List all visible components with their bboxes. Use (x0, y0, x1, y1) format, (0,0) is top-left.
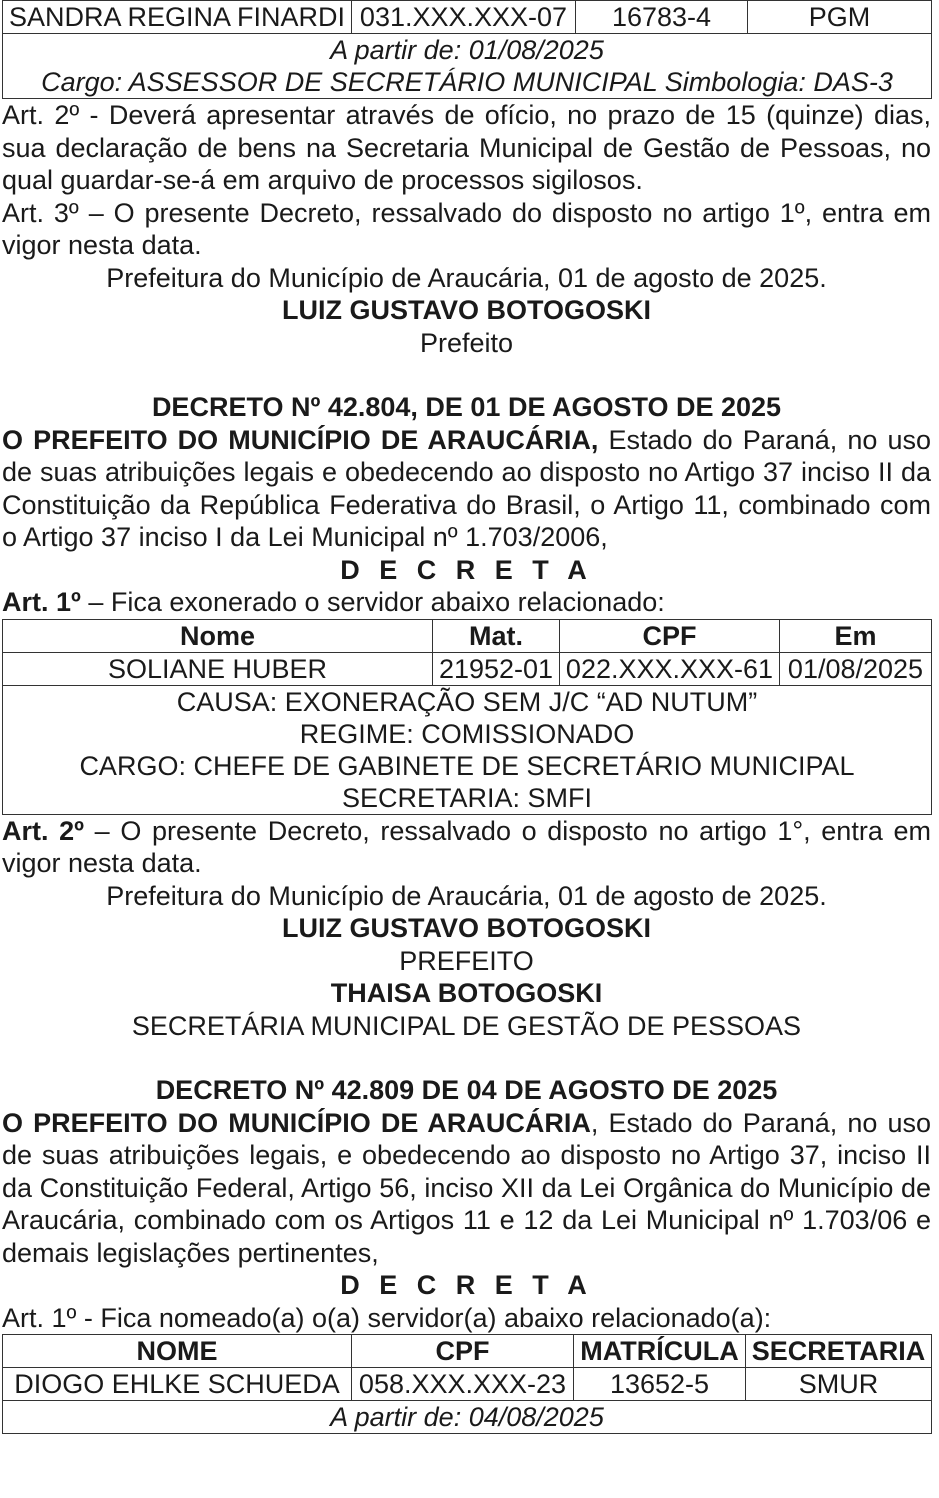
servant-name: SOLIANE HUBER (3, 652, 433, 685)
signer-role: Prefeito (419, 327, 514, 358)
article-1 (2, 586, 931, 619)
article-2 (2, 815, 931, 880)
column-header-cpf: CPF (560, 619, 780, 652)
table-header-row (3, 619, 932, 652)
column-header-name: Nome (3, 619, 433, 652)
decreta-heading: D E C R E T A (340, 554, 593, 585)
table-header-row (3, 1335, 932, 1368)
exoneration-date: 01/08/2025 (780, 652, 932, 685)
nomination-table-previous (2, 0, 932, 99)
preamble-text: Estado do Paraná, no uso de suas atribuições legais e obedecendo ao disposto no Artigo 37 inciso II da Constituição da República Federativa do Brasil, o Artigo 11, combinado com o Artigo 37 inciso I da Lei Municipal nº 1.703/2006, (2, 424, 931, 552)
article-1: Art. 1º - Fica nomeado(a) o(a) servidor(a) abaixo relacionado(a): (2, 1302, 772, 1333)
table-row (3, 34, 932, 99)
servant-name: DIOGO EHLKE SCHUEDA (3, 1368, 352, 1401)
column-header-mat: Mat. (433, 619, 560, 652)
servant-registration: 21952-01 (433, 652, 560, 685)
table-row (3, 685, 932, 814)
place-date: Prefeitura do Município de Araucária, 01 de agosto de 2025. (106, 262, 827, 293)
servant-secretariat: PGM (748, 1, 932, 34)
preamble-text: , Estado do Paraná, no uso de suas atribuições legais, e obedecendo ao disposto no Artigo 37, inciso II da Constituição Federal, Artigo 56, inciso XII da Lei Orgânica do Município de Araucária, combinado com os Artigos 11 e 12 da Lei Municipal nº 1.703/06 e demais legislações pertinentes, (2, 1107, 932, 1268)
preamble-authority: O PREFEITO DO MUNICÍPIO DE ARAUCÁRIA, (2, 424, 599, 455)
table-row (3, 652, 932, 685)
table-row (3, 1, 932, 34)
column-header-secretariat: SECRETARIA (746, 1335, 932, 1368)
servant-cpf: 031.XXX.XXX-07 (352, 1, 576, 34)
table-row (3, 1368, 932, 1401)
article-3: Art. 3º – O presente Decreto, ressalvado do disposto no artigo 1º, entra em vigor nesta data. (2, 197, 931, 260)
column-header-cpf: CPF (352, 1335, 574, 1368)
article-text: – Fica exonerado o servidor abaixo relacionado: (80, 587, 665, 617)
decreta-heading: D E C R E T A (340, 1270, 593, 1300)
servant-registration: 13652-5 (574, 1368, 746, 1401)
column-header-date: Em (780, 619, 932, 652)
signer-role: SECRETÁRIA MUNICIPAL DE GESTÃO DE PESSOAS (131, 1010, 802, 1041)
servant-cpf: 058.XXX.XXX-23 (352, 1368, 574, 1401)
effective-date: A partir de: 04/08/2025 (3, 1401, 932, 1434)
signer-name: THAISA BOTOGOSKI (330, 978, 603, 1008)
servant-registration: 16783-4 (576, 1, 748, 34)
article-label: Art. 2º (2, 815, 85, 846)
regime: REGIME: COMISSIONADO (299, 718, 635, 749)
servant-cpf: 022.XXX.XXX-61 (560, 652, 780, 685)
position-info: Cargo: ASSESSOR DE SECRETÁRIO MUNICIPAL Simbologia: DAS-3 (41, 67, 893, 97)
cause: CAUSA: EXONERAÇÃO SEM J/C “AD NUTUM” (176, 686, 758, 717)
article-text: – O presente Decreto, ressalvado o disposto no artigo 1°, entra em vigor nesta data. (2, 815, 931, 878)
servant-secretariat: SMUR (746, 1368, 932, 1401)
column-header-registration: MATRÍCULA (574, 1335, 746, 1368)
column-header-name: NOME (3, 1335, 352, 1368)
signer-role: PREFEITO (399, 945, 534, 976)
decree-title: DECRETO Nº 42.809 DE 04 DE AGOSTO DE 2025 (155, 1075, 778, 1105)
secretariat: SECRETARIA: SMFI (341, 782, 593, 813)
exoneration-table (2, 619, 932, 815)
article-2: Art. 2º - Deverá apresentar através de ofício, no prazo de 15 (quinze) dias, sua declaração de bens na Secretaria Municipal de Gestão de Pessoas, no qual guardar-se-á em arquivo de processos sigilosos. (2, 100, 931, 195)
preamble-authority: O PREFEITO DO MUNICÍPIO DE ARAUCÁRIA (2, 1107, 591, 1138)
place-date: Prefeitura do Município de Araucária, 01 de agosto de 2025. (106, 880, 827, 911)
decree-preamble (2, 424, 931, 554)
servant-name: SANDRA REGINA FINARDI (3, 1, 352, 34)
position: CARGO: CHEFE DE GABINETE DE SECRETÁRIO MUNICIPAL (79, 750, 855, 781)
signer-name: LUIZ GUSTAVO BOTOGOSKI (281, 295, 651, 325)
article-label: Art. 1º (2, 587, 81, 617)
decree-title: DECRETO Nº 42.804, DE 01 DE AGOSTO DE 2025 (151, 392, 782, 422)
signer-name: LUIZ GUSTAVO BOTOGOSKI (281, 913, 651, 943)
effective-date: A partir de: 01/08/2025 (330, 35, 604, 65)
nomination-table (2, 1334, 932, 1434)
table-row (3, 1401, 932, 1434)
decree-preamble (2, 1107, 931, 1270)
